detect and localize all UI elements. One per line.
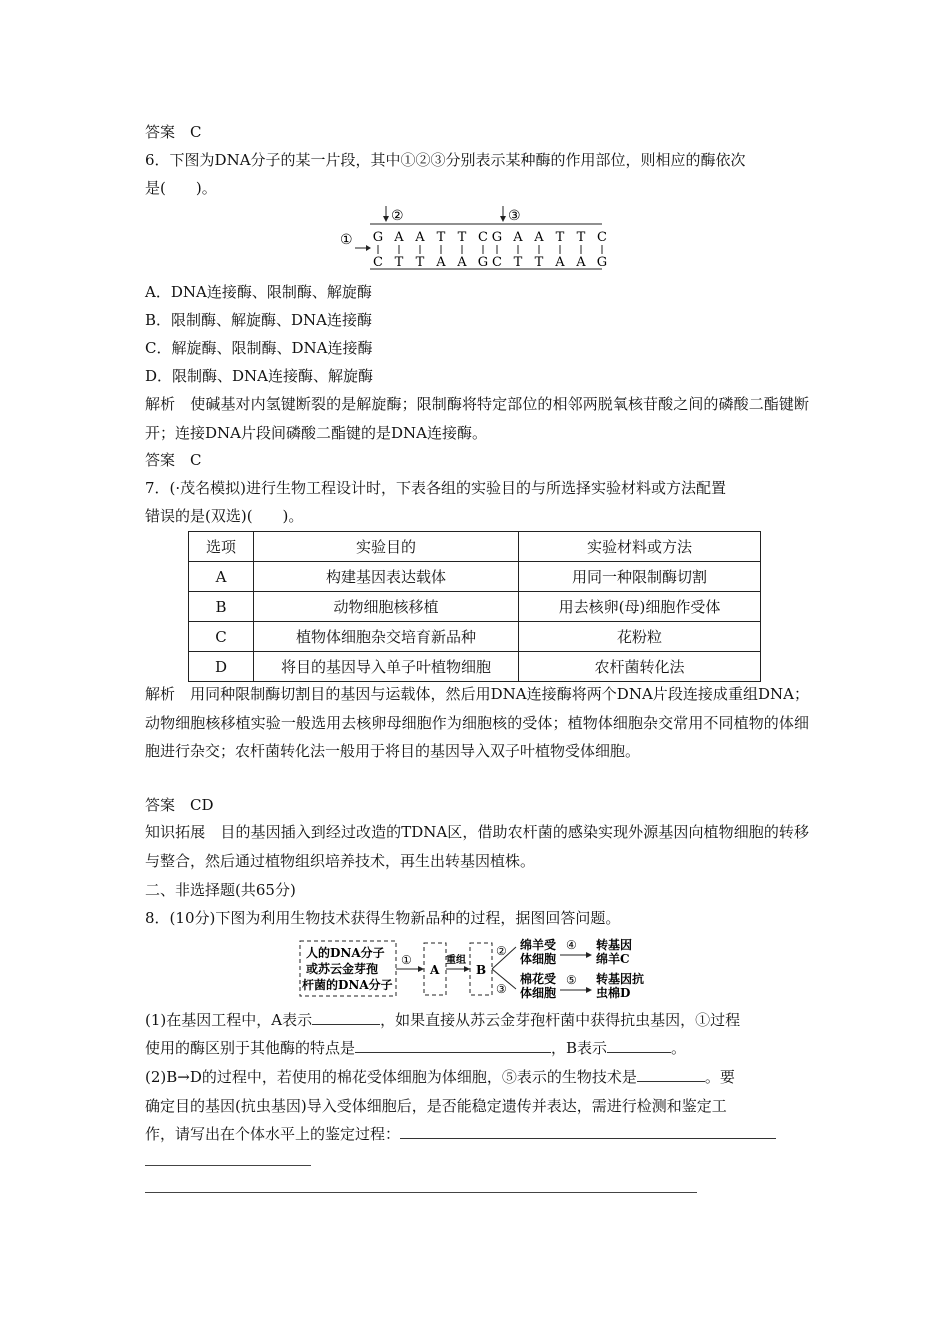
right-top-base: A <box>513 230 523 245</box>
table-cell: 构建基因表达载体 <box>254 562 519 592</box>
sheep-cell-line2: 体细胞 <box>520 952 557 966</box>
table-cell: 用去核卵(母)细胞作受体 <box>519 592 761 622</box>
blank-identification-1[interactable] <box>400 1124 776 1139</box>
source-line1: 人的DNA分子 <box>306 946 385 960</box>
blank-technique[interactable] <box>637 1067 705 1082</box>
sheep-cell-line1: 绵羊受 <box>520 938 557 952</box>
blank-a-meaning[interactable] <box>312 1010 380 1025</box>
table-row <box>189 592 761 622</box>
experiment-table <box>188 531 761 682</box>
table-header-row <box>189 532 761 562</box>
right-bottom-base: T <box>534 255 544 270</box>
q8-stem: 8．(10分)下图为利用生物技术获得生物新品种的过程，据图回答问题。 <box>145 909 621 927</box>
q8-part2-line1 <box>145 1066 735 1088</box>
header-purpose: 实验目的 <box>254 532 519 562</box>
table-row <box>189 622 761 652</box>
blank-identification-3[interactable] <box>145 1192 697 1193</box>
q8-part1-line1 <box>145 1009 740 1031</box>
q6-stem-line2: 是( )。 <box>145 179 217 197</box>
q6-option-d: D．限制酶、DNA连接酶、解旋酶 <box>145 367 374 385</box>
node-a: A <box>430 963 440 977</box>
dna-fragment-diagram <box>340 204 610 272</box>
q8-part1-text-d: ，B表示 <box>551 1039 608 1057</box>
arrow-site-2 <box>383 206 389 222</box>
left-top-base: A <box>394 230 404 245</box>
step-3: ③ <box>496 982 507 996</box>
recombination-label: 重组 <box>446 955 466 966</box>
blank-identification-2[interactable] <box>145 1165 311 1166</box>
step-5: ⑤ <box>566 973 577 987</box>
table-cell: 农杆菌转化法 <box>519 652 761 682</box>
mark-1: ① <box>340 232 353 248</box>
step-1: ① <box>401 953 412 967</box>
q8-part2-text-d: 作，请写出在个体水平上的鉴定过程： <box>145 1125 401 1143</box>
table-cell: 将目的基因导入单子叶植物细胞 <box>254 652 519 682</box>
source-line2: 或苏云金芽孢 <box>306 962 379 976</box>
right-bottom-base: A <box>576 255 586 270</box>
right-top-base: C <box>597 230 607 245</box>
knowledge-extension: 知识拓展 目的基因插入到经过改造的TDNA区，借助农杆菌的感染实现外源基因向植物细胞的转移与整合，然后通过植物组织培养技术，再生出转基因植株。 <box>145 823 809 870</box>
answer-q6: 答案 C <box>145 451 202 469</box>
output-c-line1: 转基因 <box>596 938 633 952</box>
q6-option-a: A．DNA连接酶、限制酶、解旋酶 <box>145 283 372 301</box>
left-top-base: T <box>436 230 446 245</box>
right-bottom-base: A <box>555 255 565 270</box>
q6-stem-line1: 6．下图为DNA分子的某一片段，其中①②③分别表示某种酶的作用部位，则相应的酶依次 <box>145 151 746 169</box>
step-4: ④ <box>566 938 577 952</box>
right-bottom-base: T <box>513 255 523 270</box>
arrow-site-1 <box>355 245 371 251</box>
header-option: 选项 <box>189 532 254 562</box>
mark-3: ③ <box>508 208 521 224</box>
q6-option-c: C．解旋酶、限制酶、DNA连接酶 <box>145 339 373 357</box>
q7-explanation: 解析 用同种限制酶切割目的基因与运载体，然后用DNA连接酶将两个DNA片段连接成重组DNA；动物细胞核移植实验一般选用去核卵母细胞作为细胞核的受体；植物体细胞杂交常用不同植物的体细胞进行杂交；农杆菌转化法一般用于将目的基因导入双子叶植物受体细胞。 <box>145 685 809 760</box>
left-bottom-base: C <box>373 255 383 270</box>
right-bottom-base: G <box>596 255 608 270</box>
q8-part2-line3 <box>145 1123 776 1145</box>
arrow-site-3 <box>500 206 506 222</box>
mark-2: ② <box>391 208 404 224</box>
q8-part1-text-a: (1)在基因工程中，A表示 <box>145 1011 313 1029</box>
cotton-cell-line2: 体细胞 <box>520 986 557 1000</box>
node-b: B <box>476 963 487 977</box>
answer-q5: 答案 C <box>145 123 202 141</box>
left-top-base: C <box>478 230 488 245</box>
step-2: ② <box>496 944 507 958</box>
output-d-line2: 虫棉D <box>596 986 631 1000</box>
q8-part1-text-e: 。 <box>671 1039 687 1057</box>
table-cell: D <box>189 652 254 682</box>
right-top-base: G <box>491 230 503 245</box>
q8-part2-text-b: 。要 <box>704 1068 735 1086</box>
q8-part2-text-a: (2)B→D的过程中，若使用的棉花受体细胞为体细胞，⑤表示的生物技术是 <box>145 1068 637 1086</box>
table-cell: 动物细胞核移植 <box>254 592 519 622</box>
table-row <box>189 652 761 682</box>
table-cell: A <box>189 562 254 592</box>
table-cell: 植物体细胞杂交培育新品种 <box>254 622 519 652</box>
source-line3: 杆菌的DNA分子 <box>302 978 393 992</box>
table-row <box>189 562 761 592</box>
blank-b-meaning[interactable] <box>607 1038 671 1053</box>
blank-enzyme-feature[interactable] <box>355 1038 551 1053</box>
output-c-line2: 绵羊C <box>596 952 630 966</box>
left-bottom-base: T <box>394 255 404 270</box>
section-heading-non-choice: 二、非选择题(共65分) <box>145 881 296 899</box>
right-top-base: A <box>534 230 544 245</box>
left-top-base: T <box>457 230 467 245</box>
q7-stem-line2: 错误的是(双选)( )。 <box>145 507 304 525</box>
table-cell: 用同一种限制酶切割 <box>519 562 761 592</box>
table-cell: B <box>189 592 254 622</box>
process-flow-diagram <box>298 935 658 1001</box>
q6-option-b: B．限制酶、解旋酶、DNA连接酶 <box>145 311 373 329</box>
q6-explanation: 解析 使碱基对内氢键断裂的是解旋酶；限制酶将特定部位的相邻两脱氧核苷酸之间的磷酸二酯键断开；连接DNA片段间磷酸二酯键的是DNA连接酶。 <box>145 395 809 442</box>
cotton-cell-line1: 棉花受 <box>520 972 557 986</box>
q7-stem-line1: 7．(·茂名模拟)进行生物工程设计时，下表各组的实验目的与所选择实验材料或方法配置 <box>145 479 727 497</box>
q8-part1-line2 <box>145 1037 686 1059</box>
answer-q7: 答案 CD <box>145 796 214 814</box>
right-top-base: T <box>576 230 586 245</box>
q8-part2-line2: 确定目的基因(抗虫基因)导入受体细胞后，是否能稳定遗传并表达，需进行检测和鉴定工 <box>145 1097 727 1115</box>
right-bottom-base: C <box>492 255 502 270</box>
left-bottom-base: A <box>457 255 467 270</box>
output-d-line1: 转基因抗 <box>596 972 645 986</box>
table-cell: 花粉粒 <box>519 622 761 652</box>
left-top-base: G <box>372 230 384 245</box>
left-top-base: A <box>415 230 425 245</box>
q8-part1-text-c: 使用的酶区别于其他酶的特点是 <box>145 1039 356 1057</box>
q8-part1-text-b: ，如果直接从苏云金芽孢杆菌中获得抗虫基因，①过程 <box>380 1011 741 1029</box>
header-method: 实验材料或方法 <box>519 532 761 562</box>
left-bottom-base: G <box>477 255 489 270</box>
left-bottom-base: T <box>415 255 425 270</box>
right-top-base: T <box>555 230 565 245</box>
table-cell: C <box>189 622 254 652</box>
left-bottom-base: A <box>436 255 446 270</box>
